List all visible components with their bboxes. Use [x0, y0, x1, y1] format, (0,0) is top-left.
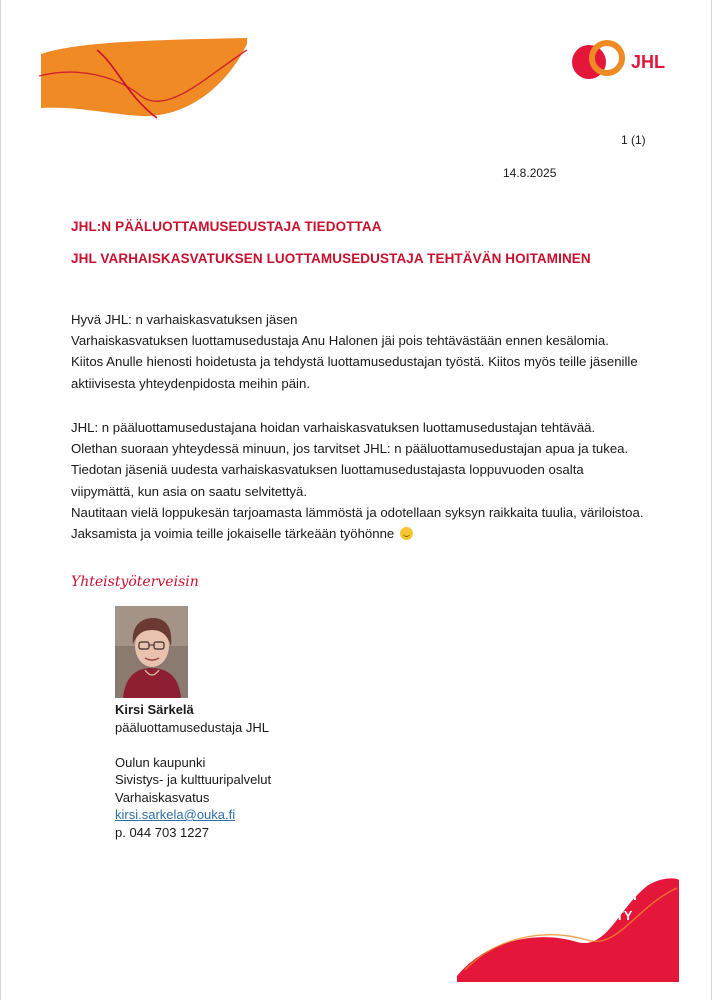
body-line: Olethan suoraan yhteydessä minuun, jos tarvitset JHL: n pääluottamusedustajan apua ja tukea. — [71, 441, 629, 457]
email-link[interactable]: kirsi.sarkela@ouka.fi — [115, 807, 236, 822]
svg-text:JHL: JHL — [631, 52, 666, 72]
body-line: Tiedotan jäseniä uudesta varhaiskasvatuksen luottamusedustajasta loppuvuoden osalta — [71, 462, 584, 478]
portrait-photo — [115, 606, 188, 698]
body-line: Nautitaan vielä loppukesän tarjoamasta lämmöstä ja odotellaan syksyn raikkaita tuulia, väriloistoa. — [71, 504, 644, 520]
organization-department: Sivistys- ja kulttuuripalvelut — [115, 772, 272, 787]
heading-subject: JHL VARHAISKASVATUKSEN LUOTTAMUSEDUSTAJA TEHTÄVÄN HOITAMINEN — [71, 251, 591, 266]
svg-text:JHL.FI: JHL.FI — [597, 888, 637, 903]
body-line: viipymättä, kun asia on saatu selvitettyä. — [71, 483, 308, 499]
heading-announcement: JHL:N PÄÄLUOTTAMUSEDUSTAJA TIEDOTTAA — [71, 219, 382, 234]
document-date: 14.8.2025 — [503, 166, 557, 180]
organization-unit: Varhaiskasvatus — [115, 790, 210, 805]
orange-wave-decoration — [37, 36, 249, 120]
bottom-wave-badge-decoration — [457, 870, 679, 982]
signer-name: Kirsi Särkelä — [115, 702, 194, 717]
signature-greeting: Yhteistyöterveisin — [71, 574, 199, 590]
body-line: aktiivisesta yhteydenpidosta meihin päin. — [71, 375, 310, 391]
body-line: JHL: n pääluottamusedustajana hoidan varhaiskasvatuksen luottamusedustajan tehtävää. — [71, 420, 596, 435]
organization-city: Oulun kaupunki — [115, 755, 206, 770]
body-paragraph-1 — [71, 309, 691, 394]
signer-role: pääluottamusedustaja JHL — [115, 720, 269, 735]
page-number: 1 (1) — [621, 133, 646, 147]
closing-text: Jaksamista ja voimia teille jokaiselle tärkeään työhönne — [71, 526, 395, 542]
body-paragraph-2 — [71, 417, 691, 544]
smile-emoji-icon — [400, 527, 413, 540]
body-line: Hyvä JHL: n varhaiskasvatuksen jäsen — [71, 312, 298, 327]
body-line: Varhaiskasvatuksen luottamusedustaja Anu Halonen jäi pois tehtävästään ennen kesälomia. — [71, 333, 609, 349]
body-line: Kiitos Anulle hienosti hoidetusta ja tehdystä luottamusedustajan työstä. Kiitos myös teille jäsenille — [71, 354, 638, 370]
body-line-closing — [71, 523, 691, 544]
svg-text:/LIITY: /LIITY — [597, 908, 633, 923]
phone-number: p. 044 703 1227 — [115, 825, 209, 840]
jhl-logo — [567, 36, 683, 88]
